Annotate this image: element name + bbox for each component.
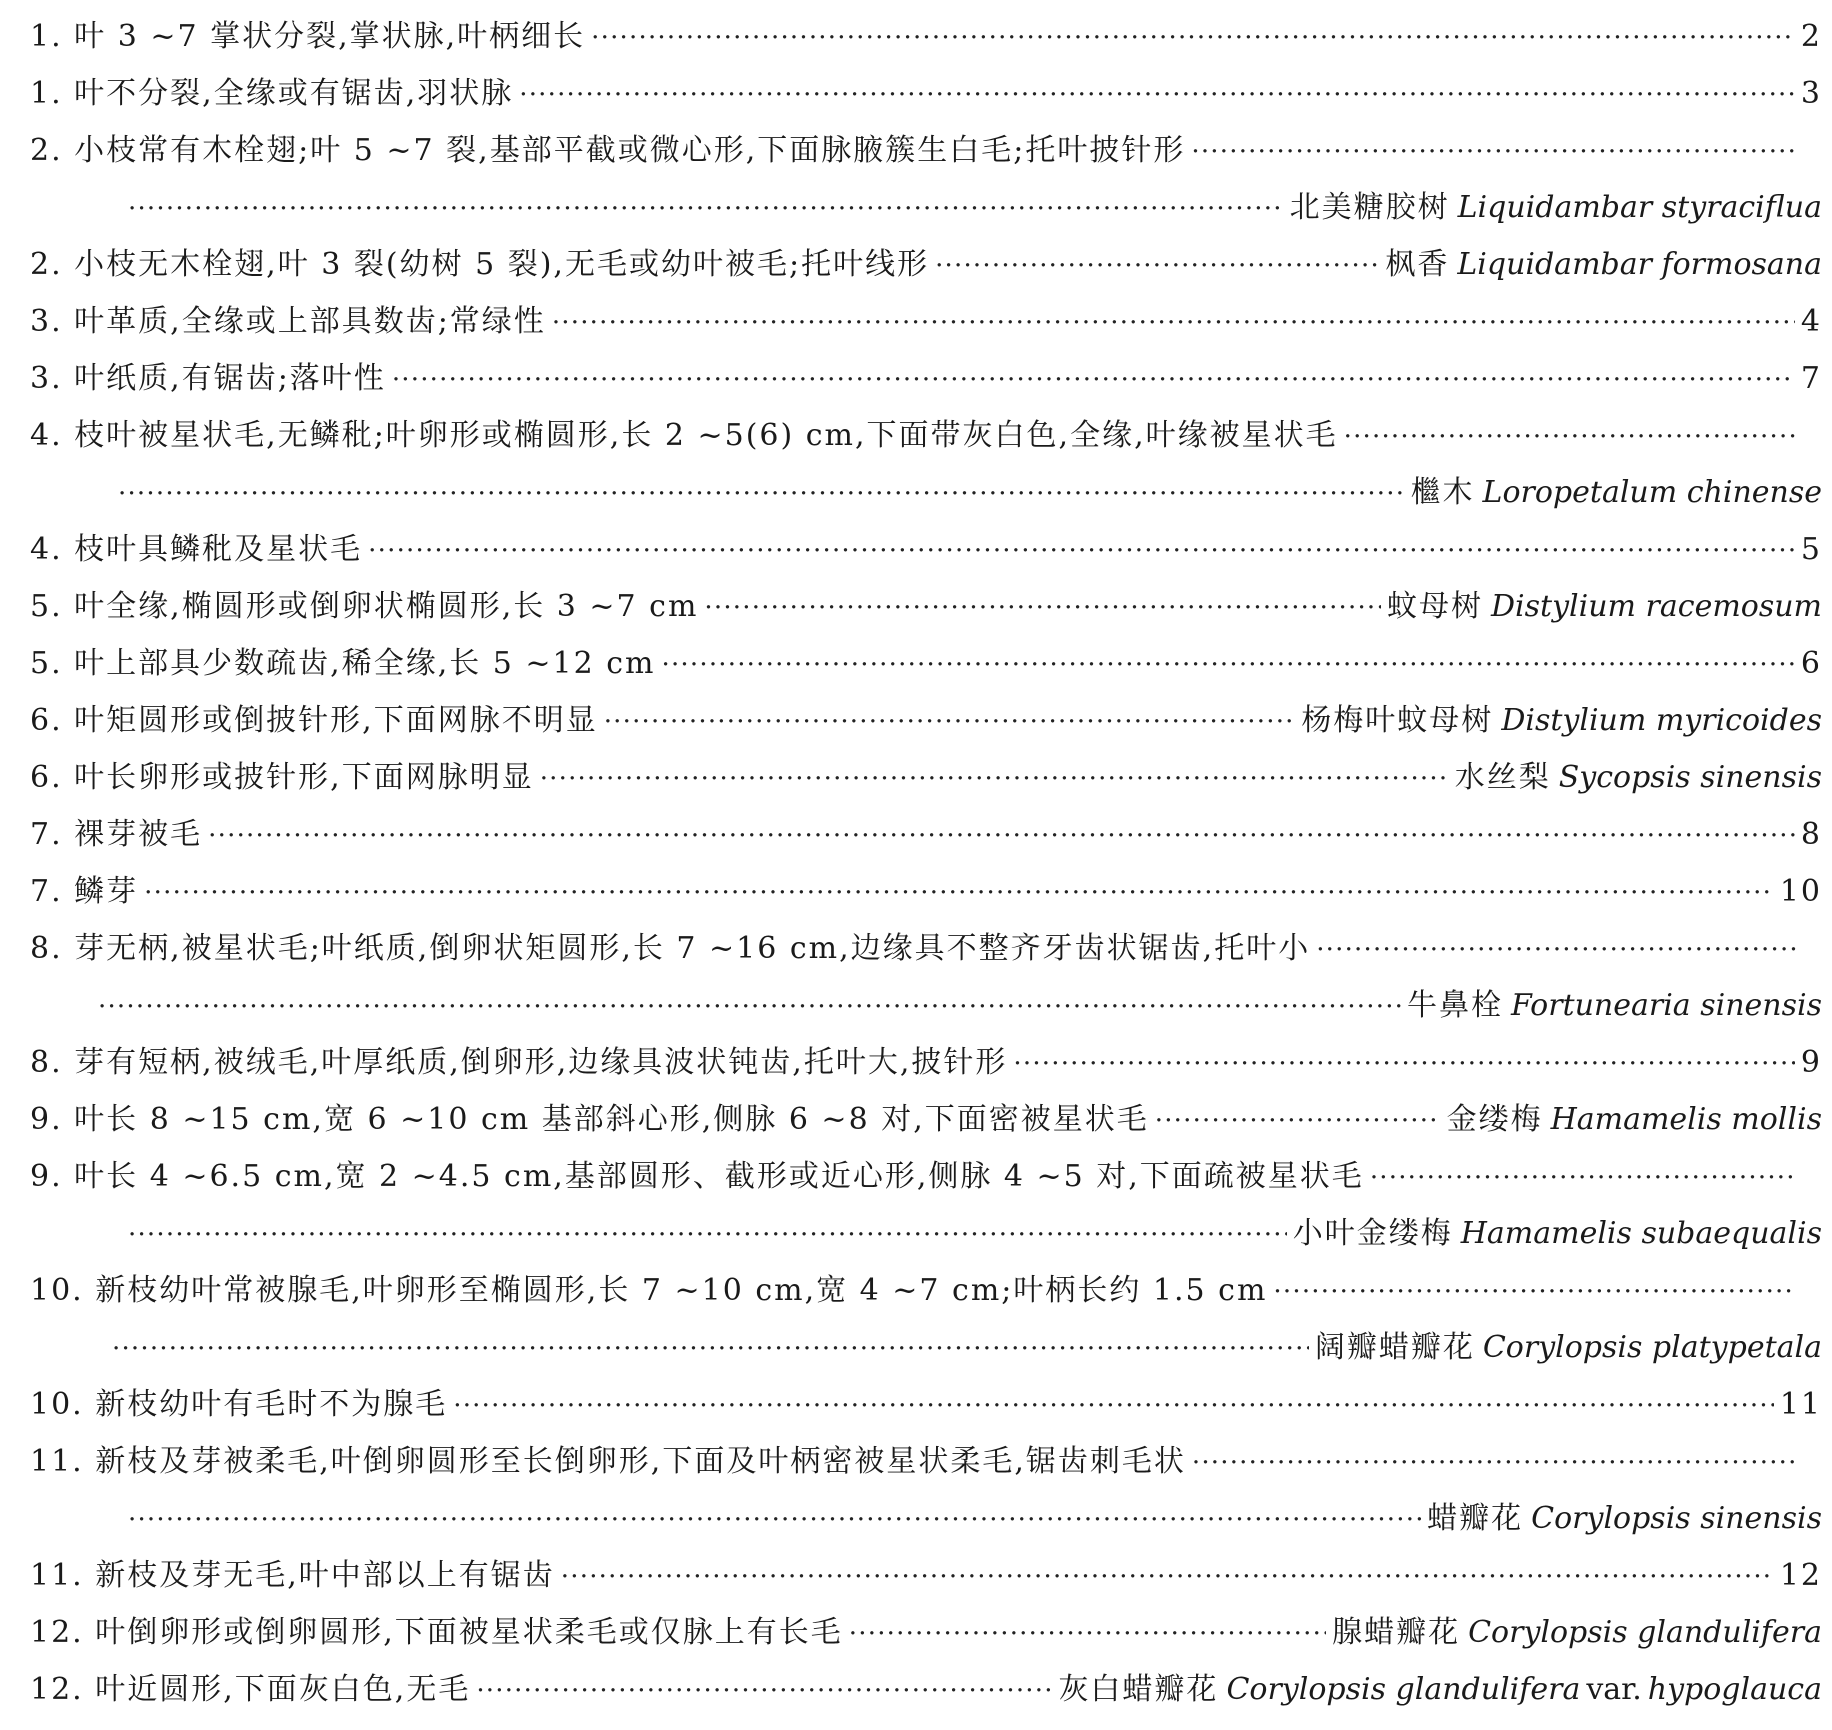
goto-number: 5 <box>1800 532 1822 567</box>
taxon-scientific: Corylopsis glandulifera <box>1226 1672 1581 1707</box>
taxon-chinese: 杨梅叶蚊母树 <box>1301 703 1494 738</box>
leader-dots <box>128 1498 1421 1542</box>
leader-dots <box>368 529 1795 573</box>
goto-number: 11 <box>1779 1387 1822 1422</box>
taxon-scientific: Hamamelis subaequalis <box>1460 1216 1822 1251</box>
taxon-chinese: 北美糖胶树 <box>1289 190 1450 225</box>
taxon-chinese: 蜡瓣花 <box>1427 1501 1524 1536</box>
leader-dots <box>128 1213 1287 1257</box>
taxon-chinese: 灰白蜡瓣花 <box>1058 1672 1219 1707</box>
entry-text: 3. 叶纸质,有锯齿;落叶性 <box>30 361 386 396</box>
taxon-rank: var. <box>1586 1672 1642 1707</box>
entry-text: 10. 新枝幼叶有毛时不为腺毛 <box>30 1387 448 1422</box>
taxon-scientific: Corylopsis platypetala <box>1482 1330 1822 1365</box>
leader-dots <box>128 187 1284 231</box>
key-entry-11a-cont <box>122 1497 1822 1545</box>
taxon-scientific: Hamamelis mollis <box>1550 1102 1822 1137</box>
key-entry-8b <box>30 1041 1822 1089</box>
taxon-name <box>1387 585 1822 629</box>
entry-text: 6. 叶矩圆形或倒披针形,下面网脉不明显 <box>30 703 598 738</box>
leader-dots <box>98 985 1401 1029</box>
key-entry-9a <box>30 1098 1822 1146</box>
taxon-scientific: Liquidambar styraciflua <box>1457 190 1822 225</box>
entry-text: 5. 叶上部具少数疏齿,稀全缘,长 5 ~12 cm <box>30 646 656 681</box>
taxon-name <box>1411 471 1822 515</box>
key-entry-11b <box>30 1554 1822 1602</box>
entry-text: 2. 小枝无木栓翅,叶 3 裂(幼树 5 裂),无毛或幼叶被毛;托叶线形 <box>30 247 930 282</box>
goto-number: 3 <box>1800 76 1822 111</box>
key-entry-8a <box>30 927 1802 975</box>
taxon-scientific: Corylopsis sinensis <box>1531 1501 1822 1536</box>
goto-number: 8 <box>1800 817 1822 852</box>
taxon-name <box>1407 984 1822 1028</box>
leader-dots <box>519 73 1795 117</box>
key-entry-9b <box>30 1155 1802 1203</box>
entry-text: 2. 小枝常有木栓翅;叶 5 ~7 裂,基部平截或微心形,下面脉腋簇生白毛;托叶披针形 <box>30 133 1186 168</box>
leader-dots <box>935 244 1379 288</box>
entry-text: 4. 枝叶被星状毛,无鳞秕;叶卵形或椭圆形,长 2 ~5(6) cm,下面带灰白色,全缘,叶缘被星状毛 <box>30 418 1338 453</box>
leader-dots <box>112 1327 1309 1371</box>
key-entry-12a <box>30 1611 1822 1659</box>
key-entry-10a-cont <box>106 1326 1822 1374</box>
entry-text: 11. 新枝及芽无毛,叶中部以上有锯齿 <box>30 1558 555 1593</box>
key-entry-5b <box>30 642 1822 690</box>
key-entry-8a-cont <box>92 984 1822 1032</box>
leader-dots <box>208 814 1795 858</box>
key-entry-4a-cont <box>112 471 1822 519</box>
entry-text: 11. 新枝及芽被柔毛,叶倒卵圆形至长倒卵形,下面及叶柄密被星状柔毛,锯齿刺毛状 <box>30 1444 1186 1479</box>
entry-text: 3. 叶革质,全缘或上部具数齿;常绿性 <box>30 304 546 339</box>
taxon-chinese: 蚊母树 <box>1387 589 1483 624</box>
taxon-scientific: Corylopsis glandulifera <box>1468 1615 1822 1650</box>
taxon-chinese: 金缕梅 <box>1446 1102 1543 1137</box>
taxon-name <box>1315 1326 1822 1370</box>
taxon-name <box>1455 756 1822 800</box>
goto-number: 9 <box>1800 1045 1822 1080</box>
leader-dots <box>561 1555 1774 1599</box>
leader-dots <box>144 871 1774 915</box>
goto-number: 6 <box>1800 646 1822 681</box>
taxon-name <box>1385 243 1822 287</box>
entry-text: 7. 裸芽被毛 <box>30 817 203 852</box>
key-entry-2a-cont <box>122 186 1822 234</box>
leader-dots <box>662 643 1795 687</box>
entry-text: 7. 鳞芽 <box>30 874 139 909</box>
goto-number: 12 <box>1779 1558 1822 1593</box>
taxon-scientific: Distylium myricoides <box>1501 703 1822 738</box>
key-entry-4b <box>30 528 1822 576</box>
leader-dots <box>604 700 1296 744</box>
key-entry-1b <box>30 72 1822 120</box>
leader-dots <box>540 757 1449 801</box>
taxon-name <box>1290 186 1822 230</box>
leader-dots <box>1013 1042 1795 1086</box>
key-entry-6b <box>30 756 1822 804</box>
entry-text: 6. 叶长卵形或披针形,下面网脉明显 <box>30 760 534 795</box>
key-entry-2a <box>30 129 1802 177</box>
taxon-name <box>1427 1497 1822 1541</box>
leader-dots <box>476 1669 1052 1713</box>
entry-text: 9. 叶长 4 ~6.5 cm,宽 2 ~4.5 cm,基部圆形、截形或近心形,侧脉 4 ~5 对,下面疏被星状毛 <box>30 1159 1364 1194</box>
leader-dots <box>118 472 1405 516</box>
key-entry-2b <box>30 243 1822 291</box>
key-entry-12b <box>30 1668 1822 1716</box>
taxon-scientific: Loropetalum chinense <box>1482 475 1822 510</box>
taxon-chinese: 枫香 <box>1385 247 1450 282</box>
taxon-chinese: 水丝梨 <box>1454 760 1551 795</box>
leader-dots <box>1191 130 1796 174</box>
leader-dots <box>1155 1099 1441 1143</box>
entry-text: 1. 叶不分裂,全缘或有锯齿,羽状脉 <box>30 76 514 111</box>
leader-dots <box>552 301 1795 345</box>
entry-text: 5. 叶全缘,椭圆形或倒卵状椭圆形,长 3 ~7 cm <box>30 589 699 624</box>
leader-dots <box>849 1612 1326 1656</box>
leader-dots <box>1273 1270 1796 1314</box>
leader-dots <box>704 586 1381 630</box>
goto-number: 10 <box>1779 874 1822 909</box>
taxon-scientific: Liquidambar formosana <box>1457 247 1822 282</box>
entry-text: 12. 叶倒卵形或倒卵圆形,下面被星状柔毛或仅脉上有长毛 <box>30 1615 843 1650</box>
taxon-name <box>1058 1668 1822 1712</box>
key-entry-1a <box>30 15 1822 63</box>
leader-dots <box>453 1384 1774 1428</box>
taxon-name <box>1332 1611 1822 1655</box>
entry-text: 1. 叶 3 ~7 掌状分裂,掌状脉,叶柄细长 <box>30 19 586 54</box>
taxon-name <box>1447 1098 1822 1142</box>
entry-text: 4. 枝叶具鳞秕及星状毛 <box>30 532 363 567</box>
key-entry-7b <box>30 870 1822 918</box>
leader-dots <box>1370 1156 1796 1200</box>
key-entry-5a <box>30 585 1822 633</box>
entry-text: 8. 芽无柄,被星状毛;叶纸质,倒卵状矩圆形,长 7 ~16 cm,边缘具不整齐牙齿状锯齿,托叶小 <box>30 931 1311 966</box>
taxon-scientific: Sycopsis sinensis <box>1558 760 1822 795</box>
taxon-scientific: Distylium racemosum <box>1491 589 1822 624</box>
key-entry-10b <box>30 1383 1822 1431</box>
taxon-chinese: 牛鼻栓 <box>1406 988 1503 1023</box>
leader-dots <box>591 16 1795 60</box>
leader-dots <box>392 358 1795 402</box>
leader-dots <box>1316 928 1796 972</box>
taxon-name <box>1293 1212 1822 1256</box>
goto-number: 2 <box>1800 19 1822 54</box>
goto-number: 4 <box>1800 304 1822 339</box>
taxon-chinese: 小叶金缕梅 <box>1292 1216 1453 1251</box>
taxon-infraspecific: hypoglauca <box>1647 1672 1822 1707</box>
entry-text: 8. 芽有短柄,被绒毛,叶厚纸质,倒卵形,边缘具波状钝齿,托叶大,披针形 <box>30 1045 1008 1080</box>
key-entry-11a <box>30 1440 1802 1488</box>
leader-dots <box>1192 1441 1796 1485</box>
entry-text: 10. 新枝幼叶常被腺毛,叶卵形至椭圆形,长 7 ~10 cm,宽 4 ~7 cm;叶柄长约 1.5 cm <box>30 1273 1268 1308</box>
entry-text: 9. 叶长 8 ~15 cm,宽 6 ~10 cm 基部斜心形,侧脉 6 ~8 对,下面密被星状毛 <box>30 1102 1149 1137</box>
leader-dots <box>1344 415 1796 459</box>
key-entry-6a <box>30 699 1822 747</box>
taxon-chinese: 阔瓣蜡瓣花 <box>1314 1330 1475 1365</box>
taxon-name <box>1301 699 1822 743</box>
taxon-chinese: 檵木 <box>1410 475 1475 510</box>
taxon-scientific: Fortunearia sinensis <box>1510 988 1822 1023</box>
key-entry-7a <box>30 813 1822 861</box>
key-entry-9b-cont <box>122 1212 1822 1260</box>
key-entry-3b <box>30 357 1822 405</box>
key-entry-10a <box>30 1269 1802 1317</box>
taxon-chinese: 腺蜡瓣花 <box>1332 1615 1461 1650</box>
goto-number: 7 <box>1800 361 1822 396</box>
entry-text: 12. 叶近圆形,下面灰白色,无毛 <box>30 1672 471 1707</box>
key-entry-3a <box>30 300 1822 348</box>
key-entry-4a <box>30 414 1802 462</box>
